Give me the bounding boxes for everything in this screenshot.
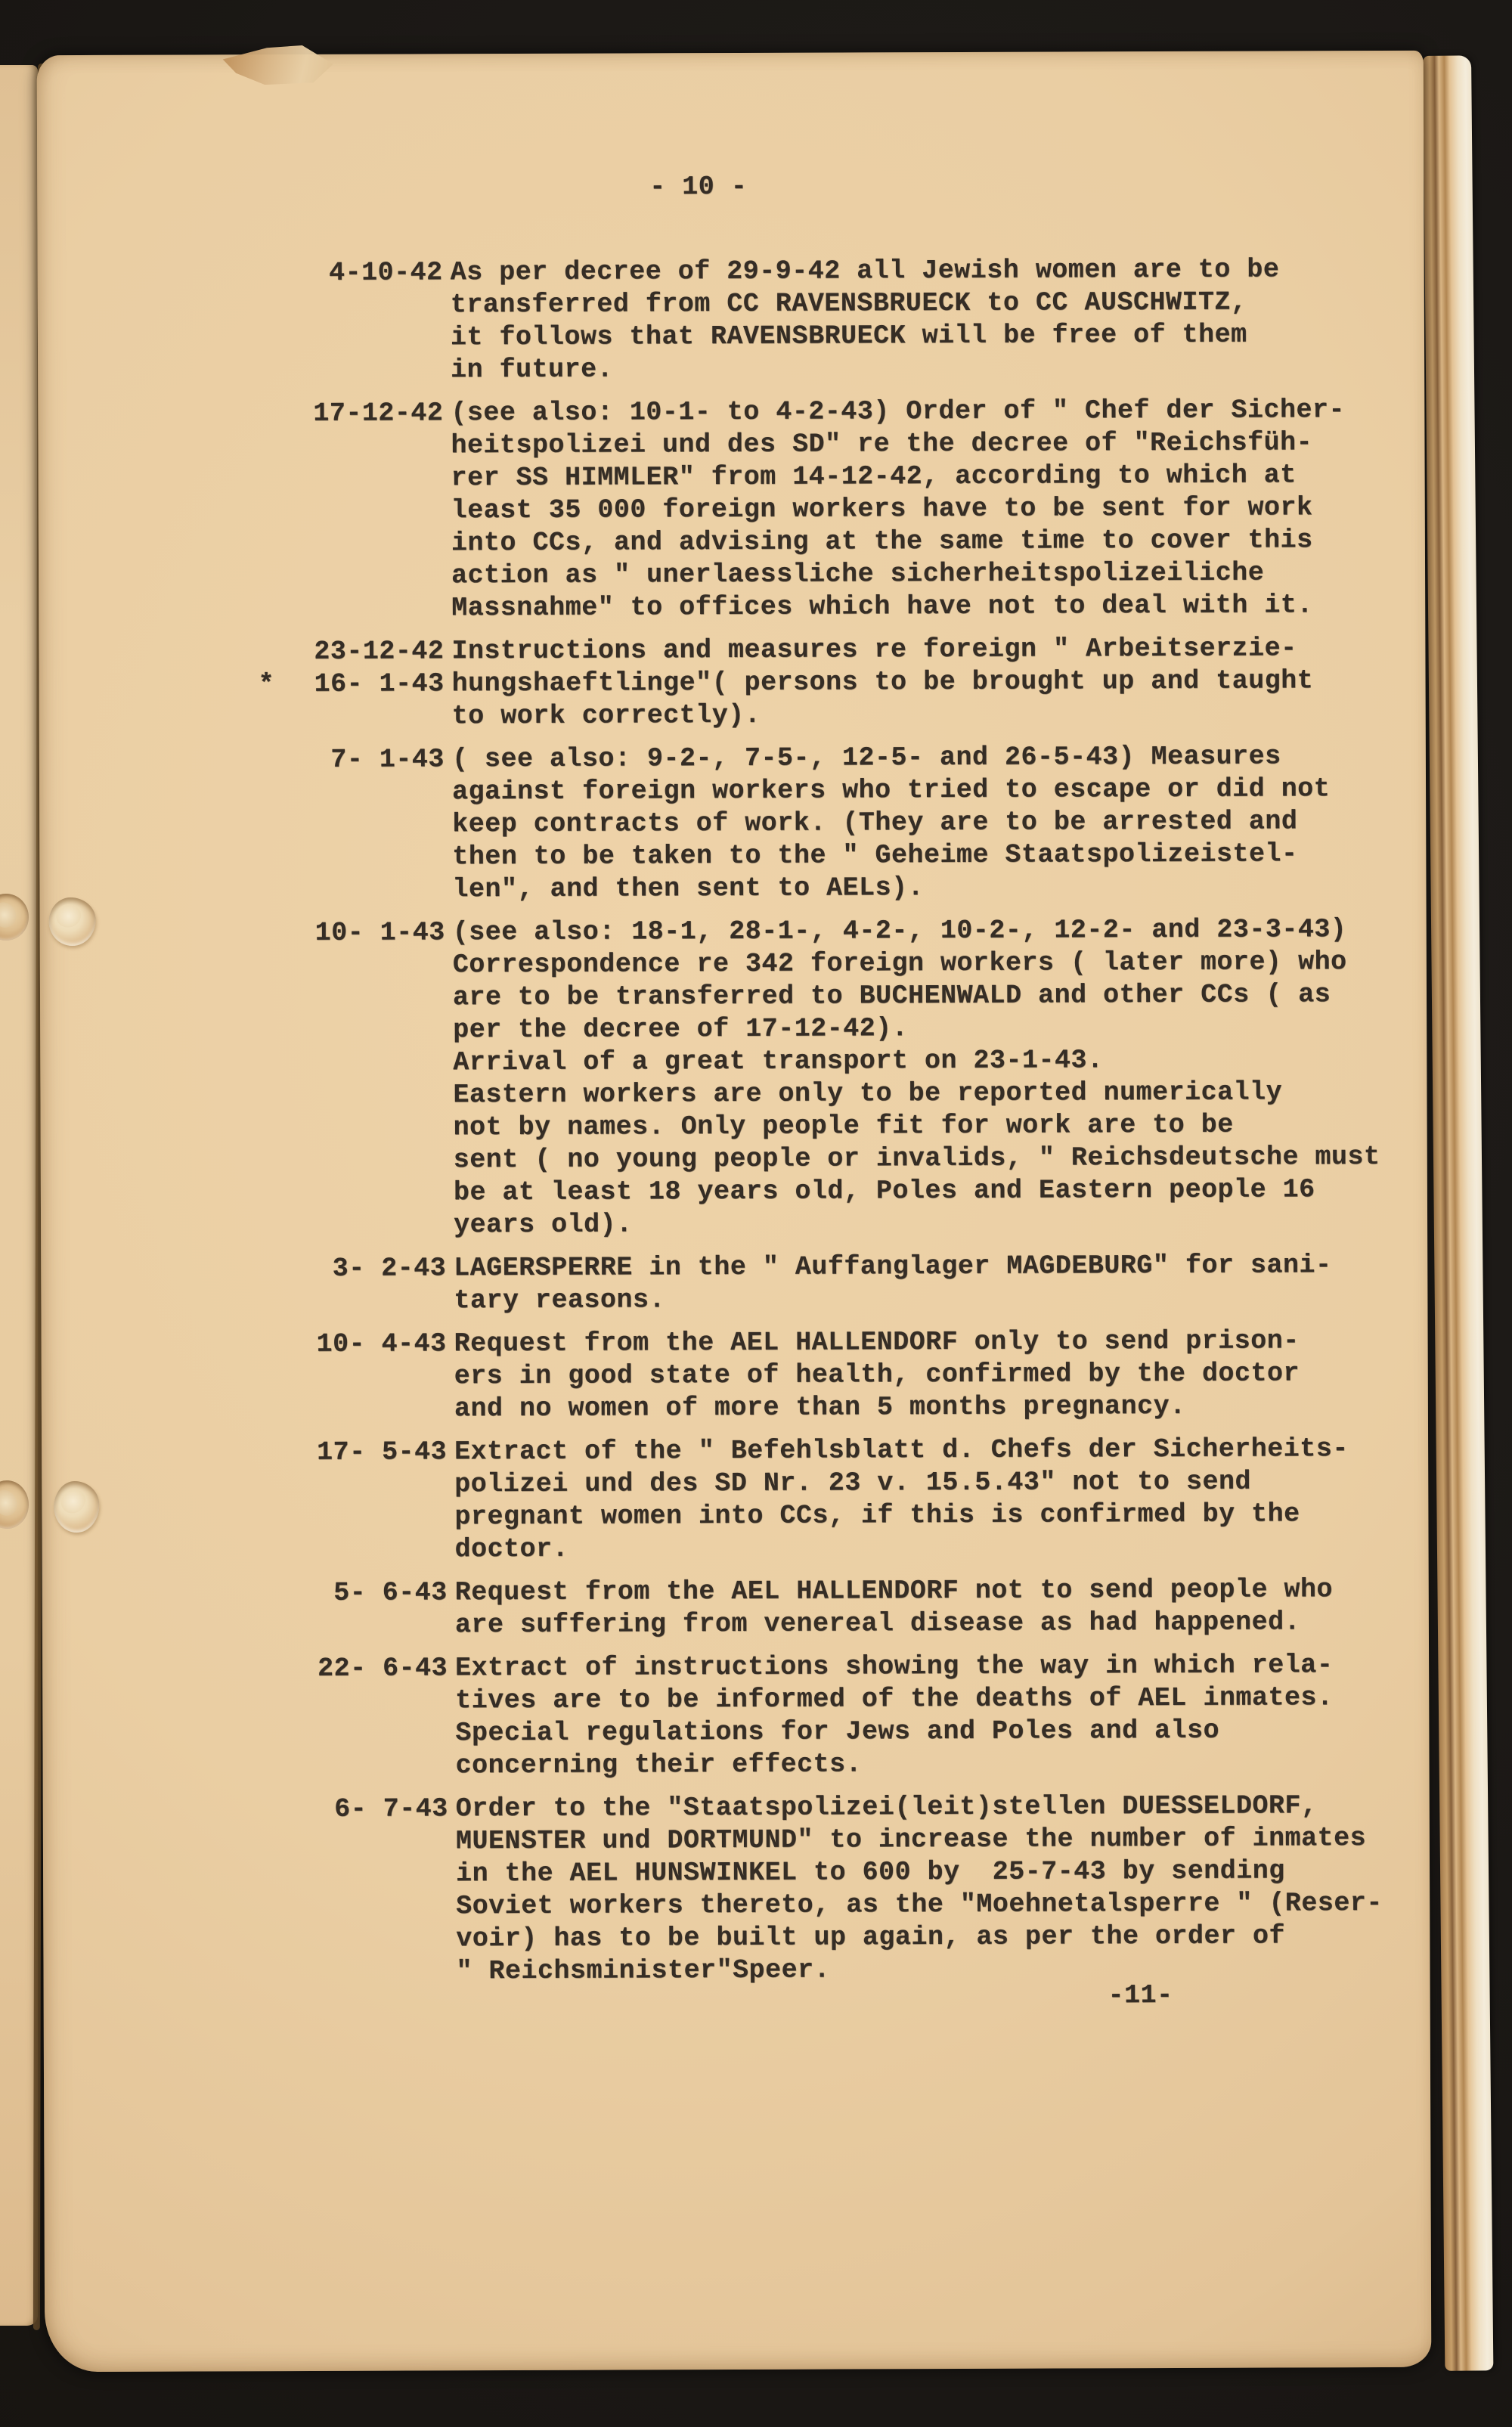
entry-date-column <box>258 635 445 701</box>
entry-text-line: tives are to be informed of the deaths of AEL inmates. <box>455 1682 1334 1716</box>
entry-date-column <box>311 1576 448 1610</box>
entry-date: 3- 2-43 <box>332 1253 447 1284</box>
entry-text-line: least 35 000 foreign workers have to be sent for work <box>451 492 1313 526</box>
journal-entry <box>312 1790 1383 1988</box>
entry-text-line: LAGERSPERRE in the " Auffanglager MAGDEBURG" for sani- <box>454 1250 1332 1284</box>
entry-text-line: heitspolizei und des SD" re the decree of "Reichsfüh- <box>451 427 1313 461</box>
entry-date-column <box>311 1328 447 1361</box>
entry-text-line: are suffering from venereal disease as had happened. <box>454 1607 1301 1641</box>
journal-entry <box>311 1573 1370 1642</box>
entry-text-line: voir) has to be built up again, as per the order of <box>456 1920 1286 1954</box>
entry-text-line: then to be taken to the " Geheime Staatspolizeistel- <box>452 838 1298 873</box>
entry-text-line: Massnahme" to offices which have not to deal with it. <box>451 590 1313 624</box>
entry-text <box>443 394 1346 625</box>
binder-hole-previous-page-top <box>0 894 29 941</box>
entry-text-line: ers in good state of health, confirmed by the doctor <box>454 1358 1300 1392</box>
entry-text-line: Soviet workers thereto, as the "Moehnetalsperre " (Reser- <box>456 1888 1383 1922</box>
entry-text-line: " Reichsminister"Speer. <box>456 1954 831 1987</box>
entry-text <box>448 1573 1333 1641</box>
journal-entry <box>309 913 1380 1242</box>
page-stack-edge <box>1423 55 1493 2370</box>
previous-page-edge <box>0 65 38 2326</box>
entry-text-line: polizei und des SD Nr. 23 v. 15.5.43" not to send <box>454 1466 1251 1500</box>
journal-entry <box>307 253 1366 387</box>
entry-text-line: be at least 18 years old, Poles and Eastern people 16 <box>453 1174 1315 1208</box>
entry-text <box>447 1433 1349 1566</box>
entry-text-line: in future. <box>451 354 614 386</box>
entry-text-line: keep contracts of work. (They are to be arrested and <box>452 806 1298 840</box>
entry-text-line: ( see also: 9-2-, 7-5-, 12-5- and 26-5-43) Measures <box>451 741 1281 775</box>
entry-date-column <box>309 916 445 950</box>
entry-text-line: Extract of the " Befehlsblatt d. Chefs der Sicherheits- <box>454 1434 1349 1468</box>
entry-date: 5- 6-43 <box>333 1577 448 1608</box>
entry-date: 22- 6-43 <box>318 1653 448 1684</box>
entry-text-line: Special regulations for Jews and Poles and also <box>455 1715 1220 1749</box>
entry-date: 23-12-42 <box>314 636 445 667</box>
journal-entry <box>311 1325 1369 1426</box>
entry-date: 17- 5-43 <box>317 1437 448 1468</box>
entry-text-line: MUENSTER und DORTMUND" to increase the number of inmates <box>455 1823 1367 1857</box>
entry-text <box>447 1325 1300 1425</box>
entry-text-line: concerning their effects. <box>455 1749 863 1781</box>
entry-date: 4-10-42 <box>329 257 443 288</box>
entry-text-line: it follows that RAVENSBRUECK will be free of them <box>450 319 1247 353</box>
entry-text-line: to work correctly). <box>451 699 761 732</box>
entry-text-line: doctor. <box>454 1533 569 1565</box>
entry-text-line: against foreign workers who tried to escape or did not <box>451 773 1331 807</box>
entry-text-line: Eastern workers are only to be reported numerically <box>453 1077 1283 1111</box>
entry-date-column <box>310 1252 446 1285</box>
entry-text-line: (see also: 18-1, 28-1-, 4-2-, 10-2-, 12-2- and 23-3-43) <box>452 914 1347 948</box>
entry-text-line: Request from the AEL HALLENDORF only to send prison- <box>454 1325 1300 1359</box>
entry-text <box>445 913 1380 1241</box>
entry-date-column <box>307 256 443 290</box>
entry-text-line: Extract of instructions showing the way in which rela- <box>455 1650 1334 1684</box>
entry-text-line: pregnant women into CCs, if this is confirmed by the <box>454 1499 1300 1533</box>
entry-date: 6- 7-43 <box>334 1793 448 1824</box>
binder-hole-previous-page-bottom <box>0 1480 29 1529</box>
entry-text-line: len", and then sent to AELs). <box>452 873 925 905</box>
entry-text-line: Correspondence re 342 foreign workers ( later more) who <box>452 947 1347 981</box>
entry-text-line: Instructions and measures re foreign " Arbeitserzie- <box>451 633 1297 667</box>
binder-hole-top <box>49 897 96 946</box>
binder-hole-bottom <box>54 1481 99 1533</box>
entry-text <box>448 1649 1334 1782</box>
entry-text-line: not by names. Only people fit for work are to be <box>453 1109 1234 1143</box>
entry-text-line: sent ( no young people or invalids, " Reichsdeutsche must <box>453 1142 1380 1176</box>
entry-text-line: As per decree of 29-9-42 all Jewish women are to be <box>450 254 1280 288</box>
entry-text-line: transferred from CC RAVENSBRUECK to CC AUSCHWITZ, <box>450 287 1247 321</box>
entry-text <box>448 1790 1383 1988</box>
entry-text-line: per the decree of 17-12-42). <box>453 1013 909 1046</box>
entry-text-line: tary reasons. <box>454 1285 666 1316</box>
entry-date: 10- 1-43 <box>314 917 445 948</box>
entry-text-line: Request from the AEL HALLENDORF not to send people who <box>454 1574 1334 1608</box>
entry-date: 10- 4-43 <box>316 1328 447 1359</box>
journal-entry <box>308 740 1368 907</box>
entry-text-line: in the AEL HUNSWINKEL to 600 by 25-7-43 by sending <box>455 1855 1285 1889</box>
journal-entry <box>307 394 1366 625</box>
document-page <box>37 51 1432 2372</box>
journal-entry <box>311 1433 1370 1567</box>
entry-text-line: action as " unerlaessliche sicherheitspolizeiliche <box>451 557 1265 591</box>
entry-date-column <box>312 1793 448 1826</box>
torn-paper-patch <box>223 45 333 85</box>
entry-text-line: are to be transferred to BUCHENWALD and other CCs ( as <box>452 979 1331 1013</box>
entry-date-column <box>311 1652 448 1685</box>
entry-text <box>444 632 1313 733</box>
journal-entry <box>310 1249 1368 1318</box>
entry-date-column <box>308 743 445 776</box>
journal-entry <box>258 632 1366 733</box>
entry-text-line: (see also: 10-1- to 4-2-43) Order of " Chef der Sicher- <box>451 395 1346 429</box>
entry-date: 7- 1-43 <box>330 744 445 775</box>
entry-text <box>445 740 1331 906</box>
next-page-number: -11- <box>1108 1979 1173 2011</box>
entry-date: 17-12-42 <box>313 398 444 429</box>
entry-text-line: Order to the "Staatspolizei(leit)stellen DUESSELDORF, <box>455 1790 1318 1824</box>
entry-date-column <box>307 397 443 430</box>
journal-entry <box>311 1649 1371 1783</box>
entry-text-line: hungshaeftlinge"( persons to be brought up and taught <box>451 665 1314 699</box>
entry-marker-asterisk: * <box>258 669 275 700</box>
page-number-header: - 10 - <box>649 171 748 203</box>
entries-list <box>258 253 1383 1999</box>
entry-text-line: and no women of more than 5 months pregnancy. <box>454 1390 1186 1424</box>
entry-text <box>446 1249 1331 1317</box>
entry-date-column <box>311 1436 447 1469</box>
entry-date: 16- 1-43 * <box>258 668 445 700</box>
entry-text-line: Arrival of a great transport on 23-1-43. <box>453 1045 1104 1078</box>
entry-text-line: years old). <box>453 1209 633 1241</box>
entry-text-line: rer SS HIMMLER" from 14-12-42, according to which at <box>451 460 1297 494</box>
entry-text-line: into CCs, and advising at the same time to cover this <box>451 525 1313 559</box>
entry-text <box>443 253 1280 386</box>
